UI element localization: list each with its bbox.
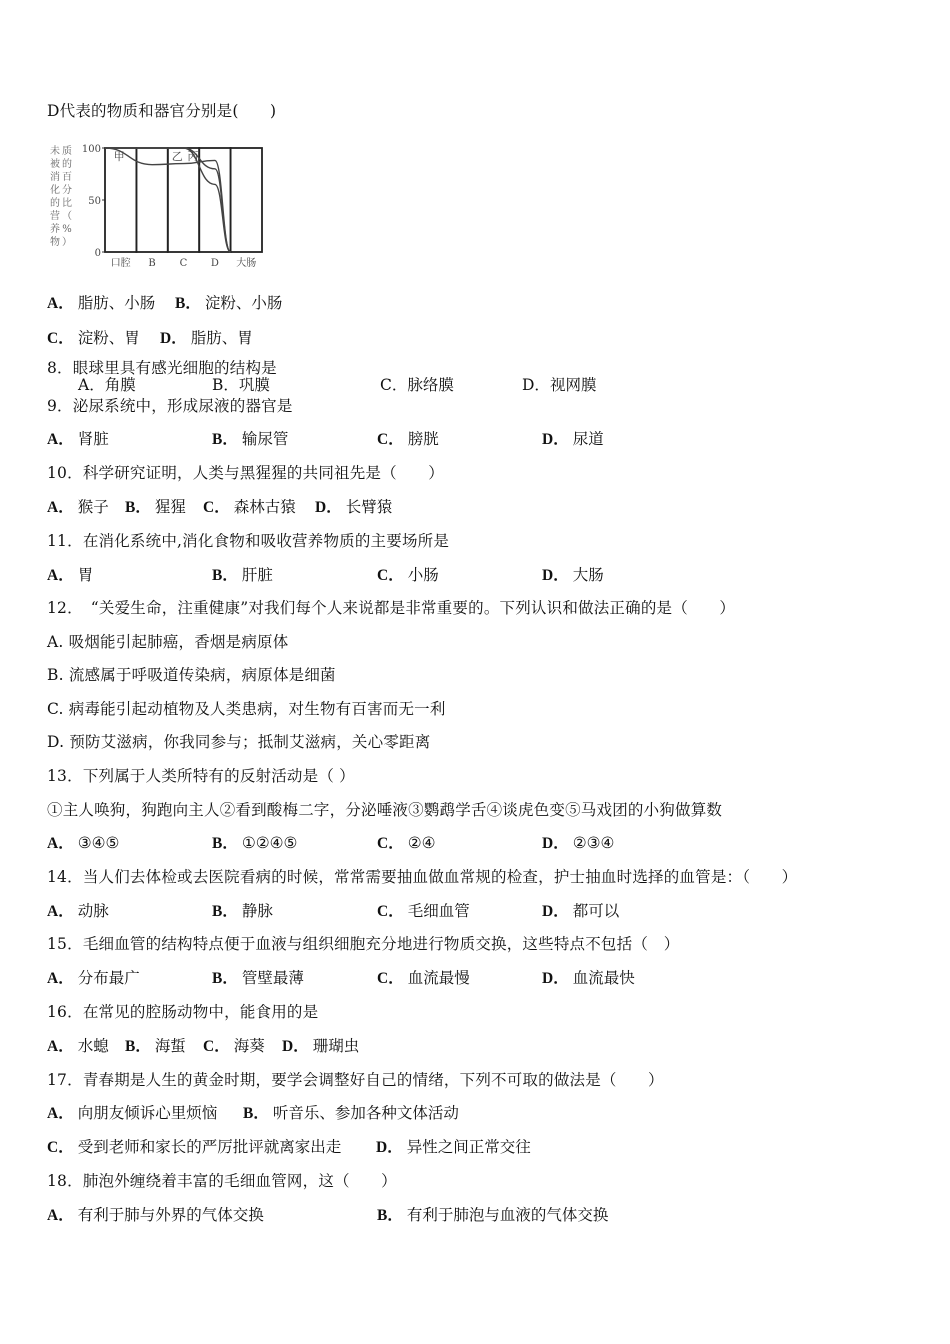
q10-option-c[interactable] <box>203 497 296 518</box>
q7-stem: D代表的物质和器官分别是( ) <box>47 102 277 120</box>
option-text: 受到老师和家长的严厉批评就离家出走 <box>77 1138 342 1156</box>
q17-stem: 17．青春期是人生的黄金时期，要学会调整好自己的情绪，下列不可取的做法是（ ） <box>47 1071 664 1089</box>
y-tick-label: 100 <box>81 144 101 155</box>
option-text: 管壁最薄 <box>241 969 304 987</box>
option-text: 向朋友倾诉心里烦恼 <box>77 1104 218 1122</box>
q11-option-b[interactable] <box>212 565 273 586</box>
option-text: 都可以 <box>572 902 620 920</box>
option-letter: A． <box>47 1038 74 1055</box>
y-label-char: （ <box>62 211 72 222</box>
chart-y-label <box>50 144 72 248</box>
series-label: 甲 <box>113 150 125 163</box>
option-letter: D． <box>542 431 569 448</box>
q13-option-a[interactable] <box>47 833 119 854</box>
y-label-char: 消 <box>50 172 60 183</box>
y-label-char: 的 <box>50 198 60 209</box>
y-label-char: ） <box>62 237 72 248</box>
x-tick-label: 大肠 <box>236 258 257 269</box>
option-text: 猴子 <box>77 498 109 516</box>
option-letter: A． <box>47 903 74 920</box>
x-tick-label: C <box>179 258 188 269</box>
option-text: 血流最快 <box>572 969 635 987</box>
y-tick-label: 0 <box>94 248 101 259</box>
option-letter: B． <box>243 1105 269 1122</box>
q7-option-b[interactable] <box>175 293 282 314</box>
option-letter: D． <box>542 903 569 920</box>
option-text: ③④⑤ <box>77 834 120 852</box>
option-letter: A． <box>47 1207 74 1224</box>
q16-option-d[interactable] <box>282 1036 359 1057</box>
q17-option-c[interactable] <box>47 1137 341 1158</box>
q17-option-a[interactable] <box>47 1103 217 1124</box>
chart-region <box>105 148 136 252</box>
q9-stem: 9．泌尿系统中，形成尿液的器官是 <box>47 397 293 415</box>
y-label-char: 被 <box>50 159 60 170</box>
option-text: 珊瑚虫 <box>312 1037 360 1055</box>
option-text: 动脉 <box>77 902 109 920</box>
chart-region <box>231 148 262 252</box>
q14-option-d[interactable] <box>542 901 619 922</box>
option-text: 有利于肺与外界的气体交换 <box>77 1206 264 1224</box>
option-text: 毛细血管 <box>407 902 470 920</box>
option-letter: C． <box>377 567 404 584</box>
y-label-char: 质 <box>62 146 72 157</box>
option-letter: C． <box>47 1139 74 1156</box>
option-letter: C． <box>377 431 404 448</box>
option-text: 小肠 <box>407 566 439 584</box>
y-label-char: % <box>62 224 72 235</box>
q18-option-b[interactable] <box>377 1205 608 1226</box>
q9-option-d[interactable] <box>542 429 604 450</box>
option-letter: C． <box>203 499 230 516</box>
q12-option-b[interactable]: B. 流感属于呼吸道传染病，病原体是细菌 <box>47 666 336 684</box>
option-letter: C． <box>47 330 74 347</box>
q7-option-d[interactable] <box>160 328 253 349</box>
option-letter: A． <box>47 431 74 448</box>
q16-stem: 16．在常见的腔肠动物中，能食用的是 <box>47 1003 319 1021</box>
q18-option-a[interactable] <box>47 1205 264 1226</box>
q9-option-c[interactable] <box>377 429 439 450</box>
option-text: 视网膜 <box>549 376 597 394</box>
y-label-char: 物 <box>50 237 60 248</box>
q18-stem: 18．肺泡外缠绕着丰富的毛细血管网，这（ ） <box>47 1172 397 1190</box>
option-text: 巩膜 <box>238 376 270 394</box>
option-letter: C． <box>203 1038 230 1055</box>
q10-option-b[interactable] <box>125 497 186 518</box>
option-text: 脂肪、胃 <box>190 329 253 347</box>
option-text: 森林古猿 <box>233 498 296 516</box>
option-letter: C． <box>377 835 404 852</box>
digestion-chart-svg <box>47 142 277 272</box>
option-letter: C． <box>377 903 404 920</box>
option-letter: C． <box>380 376 408 394</box>
option-text: 异性之间正常交往 <box>406 1138 531 1156</box>
option-text: 淀粉、胃 <box>77 329 140 347</box>
q10-option-d[interactable] <box>315 497 392 518</box>
q9-option-a[interactable] <box>47 429 109 450</box>
q9-option-b[interactable] <box>212 429 288 450</box>
option-letter: A． <box>47 499 74 516</box>
option-letter: A． <box>78 376 105 394</box>
y-label-char: 百 <box>62 172 72 183</box>
option-letter: D． <box>282 1038 309 1055</box>
q13-option-b[interactable] <box>212 833 297 854</box>
option-text: 肝脏 <box>241 566 273 584</box>
q11-option-d[interactable] <box>542 565 604 586</box>
option-letter: D． <box>542 567 569 584</box>
q7-option-a[interactable] <box>47 293 155 314</box>
digestion-chart <box>47 142 277 272</box>
q8-option-b[interactable] <box>212 375 270 395</box>
q13-items: ①主人唤狗，狗跑向主人②看到酸梅二字，分泌唾液③鹦鹉学舌④谈虎色变⑤马戏团的小狗做算数 <box>47 801 723 819</box>
option-letter: A． <box>47 1105 74 1122</box>
option-letter: A． <box>47 295 74 312</box>
q10-option-a[interactable] <box>47 497 109 518</box>
q12-stem: 12． “关爱生命，注重健康”对我们每个人来说都是非常重要的。下列认识和做法正确的是（ ） <box>47 599 736 617</box>
q17-option-b[interactable] <box>243 1103 459 1124</box>
option-letter: A． <box>47 835 74 852</box>
option-letter: B． <box>212 903 238 920</box>
option-letter: B． <box>212 567 238 584</box>
option-letter: B． <box>377 1207 403 1224</box>
option-text: 尿道 <box>572 430 604 448</box>
option-text: 脂肪、小肠 <box>77 294 156 312</box>
option-text: 长臂猿 <box>345 498 393 516</box>
q15-stem: 15．毛细血管的结构特点便于血液与组织细胞充分地进行物质交换，这些特点不包括（ ） <box>47 935 680 953</box>
x-tick-label: 口腔 <box>110 258 131 269</box>
option-text: 淀粉、小肠 <box>204 294 283 312</box>
option-letter: D． <box>542 970 569 987</box>
option-letter: A． <box>47 970 74 987</box>
option-text: 肾脏 <box>77 430 109 448</box>
q14-stem: 14．当人们去体检或去医院看病的时候，常常需要抽血做血常规的检查，护士抽血时选择的血管是：（ ） <box>47 868 798 886</box>
option-letter: B． <box>125 1038 151 1055</box>
q17-option-d[interactable] <box>376 1137 531 1158</box>
q15-option-b[interactable] <box>212 968 304 989</box>
option-text: 听音乐、参加各种文体活动 <box>272 1104 459 1122</box>
option-text: 角膜 <box>104 376 136 394</box>
q13-option-d[interactable] <box>542 833 614 854</box>
option-letter: B． <box>125 499 151 516</box>
q16-option-c[interactable] <box>203 1036 265 1057</box>
q11-option-a[interactable] <box>47 565 93 586</box>
y-label-char: 的 <box>62 159 72 170</box>
q15-option-c[interactable] <box>377 968 470 989</box>
option-letter: D． <box>315 499 342 516</box>
option-letter: B． <box>175 295 201 312</box>
y-label-char: 分 <box>62 185 72 196</box>
option-text: 血流最慢 <box>407 969 470 987</box>
option-letter: B． <box>212 376 239 394</box>
option-letter: B． <box>212 970 238 987</box>
option-text: 猩猩 <box>154 498 186 516</box>
q13-option-c[interactable] <box>377 833 436 854</box>
y-label-char: 化 <box>50 185 60 196</box>
q10-stem: 10．科学研究证明，人类与黑猩猩的共同祖先是（ ） <box>47 464 444 482</box>
q7-option-c[interactable] <box>47 328 140 349</box>
q12-option-d[interactable]: D. 预防艾滋病，你我同参与；抵制艾滋病，关心零距离 <box>47 733 431 751</box>
option-letter: A． <box>47 567 74 584</box>
q14-option-a[interactable] <box>47 901 109 922</box>
y-label-char: 营 <box>50 211 60 222</box>
option-text: ②④ <box>407 834 436 852</box>
option-text: 胃 <box>77 566 94 584</box>
q13-stem: 13．下列属于人类所特有的反射活动是（ ） <box>47 767 355 785</box>
option-text: 脉络膜 <box>407 376 454 394</box>
option-letter: D． <box>542 835 569 852</box>
q12-option-a[interactable]: A. 吸烟能引起肺癌，香烟是病原体 <box>47 633 289 651</box>
x-tick-label: D <box>210 258 219 269</box>
q14-option-c[interactable] <box>377 901 470 922</box>
q12-option-c[interactable]: C. 病毒能引起动植物及人类患病，对生物有百害而无一利 <box>47 700 446 718</box>
option-text: 海葵 <box>233 1037 265 1055</box>
q14-option-b[interactable] <box>212 901 273 922</box>
option-text: 膀胱 <box>407 430 439 448</box>
option-text: 大肠 <box>572 566 604 584</box>
q15-option-d[interactable] <box>542 968 635 989</box>
option-letter: D． <box>160 330 187 347</box>
option-text: 静脉 <box>241 902 273 920</box>
q16-option-b[interactable] <box>125 1036 186 1057</box>
y-label-char: 养 <box>50 224 60 235</box>
q8-option-a[interactable] <box>78 375 136 395</box>
y-label-char: 比 <box>62 198 72 209</box>
option-text: 水螅 <box>77 1037 109 1055</box>
q16-option-a[interactable] <box>47 1036 109 1057</box>
option-letter: B． <box>212 835 238 852</box>
q8-stem: 8．眼球里具有感光细胞的结构是 <box>47 359 277 377</box>
option-letter: D． <box>376 1139 403 1156</box>
option-text: ①②④⑤ <box>241 834 298 852</box>
q15-option-a[interactable] <box>47 968 140 989</box>
y-label-char: 未 <box>50 146 60 157</box>
series-label: 乙 <box>171 150 183 163</box>
y-tick-label: 50 <box>88 196 101 207</box>
option-text: 分布最广 <box>77 969 140 987</box>
option-letter: D． <box>522 376 550 394</box>
option-text: 海蜇 <box>154 1037 186 1055</box>
option-letter: B． <box>212 431 238 448</box>
option-letter: C． <box>377 970 404 987</box>
option-text: 有利于肺泡与血液的气体交换 <box>406 1206 609 1224</box>
q11-stem: 11．在消化系统中,消化食物和吸收营养物质的主要场所是 <box>47 532 450 550</box>
q8-option-d[interactable] <box>522 375 596 395</box>
q8-option-c[interactable] <box>380 375 454 395</box>
option-text: 输尿管 <box>241 430 289 448</box>
x-tick-label: B <box>148 258 156 269</box>
series-label: 丙 <box>187 150 199 163</box>
q11-option-c[interactable] <box>377 565 439 586</box>
option-text: ②③④ <box>572 834 615 852</box>
